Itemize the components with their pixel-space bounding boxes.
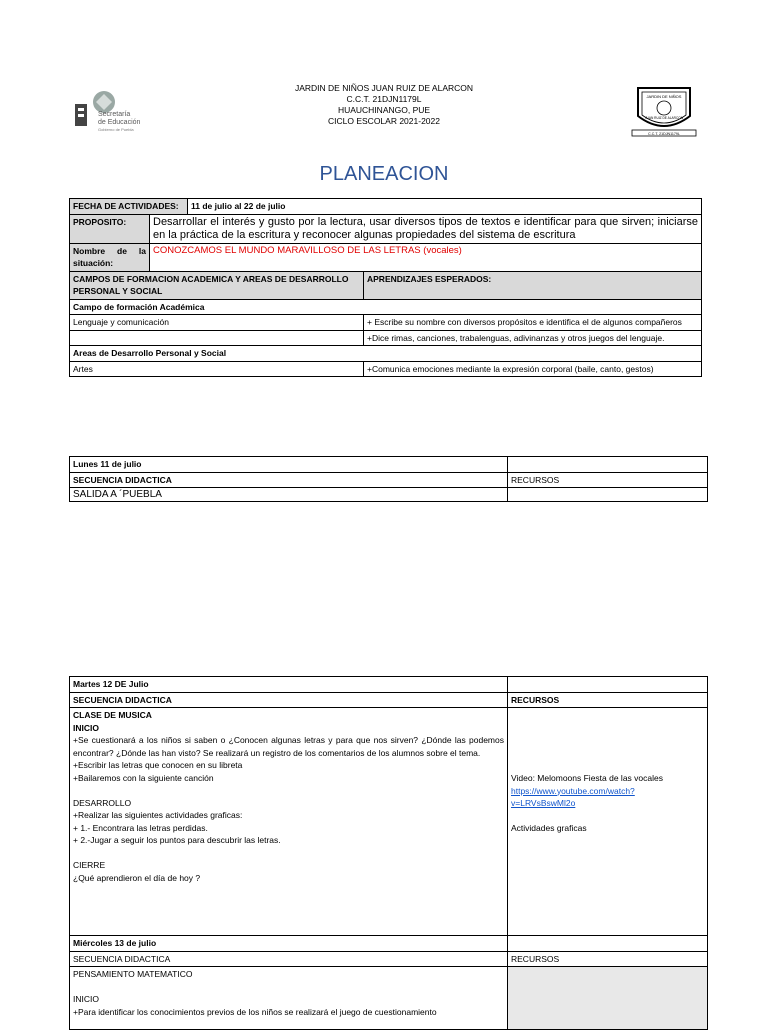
school-name: JARDIN DE NIÑOS JUAN RUIZ DE ALARCON xyxy=(294,83,474,93)
school-location: HUAUCHINANGO, PUE xyxy=(337,105,431,115)
martes-desarrollo: DESARROLLO xyxy=(73,797,132,808)
martes-video: Video: Melomoons Fiesta de las vocales xyxy=(511,773,663,783)
svg-text:JARDIN DE NIÑOS: JARDIN DE NIÑOS xyxy=(646,94,682,99)
martes-empty xyxy=(508,677,708,693)
aprendizaje-3: +Comunica emociones mediante la expresión corporal (baile, canto, gestos) xyxy=(364,361,702,377)
empty-cell xyxy=(70,330,364,346)
lunes-day: Lunes 11 de julio xyxy=(70,457,508,473)
lenguaje-cell: Lenguaje y comunicación xyxy=(70,315,364,331)
lunes-empty xyxy=(508,457,708,473)
school-cct: C.C.T. 21DJN1179L xyxy=(346,94,422,104)
martes-inicio-2: +Escribir las letras que conocen en su libreta xyxy=(73,760,243,770)
martes-recursos: RECURSOS xyxy=(508,692,708,708)
miercoles-secuencia: SECUENCIA DIDACTICA xyxy=(70,951,508,967)
martes-cierre-1: ¿Qué aprendieron el día de hoy ? xyxy=(73,872,201,883)
campos-header: CAMPOS DE FORMACION ACADEMICA Y AREAS DE DESARROLLO PERSONAL Y SOCIAL xyxy=(70,271,364,299)
svg-text:C.C.T. 21DJN1179L: C.C.T. 21DJN1179L xyxy=(648,132,680,136)
fecha-label: FECHA DE ACTIVIDADES: xyxy=(70,199,188,215)
areas-desarrollo: Areas de Desarrollo Personal y Social xyxy=(70,346,702,362)
martes-actividades: Actividades graficas xyxy=(511,823,587,833)
martes-recursos-cell xyxy=(508,708,708,936)
lunes-secuencia: SECUENCIA DIDACTICA xyxy=(70,472,508,488)
artes-cell: Artes xyxy=(70,361,364,377)
situacion-value: CONOZCAMOS EL MUNDO MARAVILLOSO DE LAS LETRAS (vocales) xyxy=(150,243,702,271)
aprendizaje-1: + Escribe su nombre con diversos propósitos e identifica el de algunos compañeros xyxy=(364,315,702,331)
campo-academico: Campo de formación Académica xyxy=(70,299,702,315)
lunes-table xyxy=(69,456,708,502)
miercoles-content xyxy=(70,967,508,1030)
svg-text:de Educación: de Educación xyxy=(98,119,141,126)
miercoles-empty xyxy=(508,936,708,952)
situacion-label: Nombre de la situación: xyxy=(70,243,150,271)
plan-table xyxy=(69,198,702,377)
miercoles-pensamiento: PENSAMIENTO MATEMATICO xyxy=(73,969,193,979)
martes-day: Martes 12 DE Julio xyxy=(70,677,508,693)
svg-text:Secretaría: Secretaría xyxy=(98,111,131,118)
svg-text:Gobierno de Puebla: Gobierno de Puebla xyxy=(98,127,134,132)
miercoles-inicio-text: +Para identificar los conocimientos previos de los niños se realizará el juego de cuestionamiento xyxy=(73,1006,437,1017)
martes-cierre: CIERRE xyxy=(73,860,106,870)
aprendizajes-header: APRENDIZAJES ESPERADOS: xyxy=(364,271,702,299)
lunes-recursos-cell xyxy=(508,488,708,502)
martes-inicio: INICIO xyxy=(73,722,99,733)
martes-clase: CLASE DE MUSICA xyxy=(73,710,152,720)
school-cycle: CICLO ESCOLAR 2021-2022 xyxy=(328,116,440,126)
fecha-value: 11 de julio al 22 de julio xyxy=(188,199,702,215)
martes-inicio-text: +Se cuestionará a los niños si saben o ¿Conocen algunas letras y para que nos sirven? ¿Dónde las podemos encontrar? ¿Dónde las han visto? Se realizará un registro de los comentarios de los alumnos sobre el tema. xyxy=(73,735,504,758)
martes-table xyxy=(69,676,708,1030)
martes-desarrollo-2: + 1.- Encontrara las letras perdidas. xyxy=(73,822,208,833)
martes-video-link-2[interactable]: v=LRVsBswMl2o xyxy=(511,798,576,808)
martes-secuencia: SECUENCIA DIDACTICA xyxy=(70,692,508,708)
school-header xyxy=(234,83,534,127)
proposito-label: PROPOSITO: xyxy=(70,214,150,243)
sep-logo xyxy=(72,84,162,136)
miercoles-day: Miércoles 13 de julio xyxy=(70,936,508,952)
martes-desarrollo-3: + 2.-Jugar a seguir los puntos para descubrir las letras. xyxy=(73,835,281,845)
martes-desarrollo-1: +Realizar las siguientes actividades graficas: xyxy=(73,810,243,820)
lunes-activity: SALIDA A ´PUEBLA xyxy=(70,488,508,502)
miercoles-recursos-cell xyxy=(508,967,708,1030)
proposito-value: Desarrollar el interés y gusto por la lectura, usar diversos tipos de textos e identificar para que sirven; iniciarse en la práctica de la escritura y reconocer algunas propiedades del sistema de escritura xyxy=(150,214,702,243)
aprendizaje-2: +Dice rimas, canciones, trabalenguas, adivinanzas y otros juegos del lenguaje. xyxy=(364,330,702,346)
lunes-recursos: RECURSOS xyxy=(508,472,708,488)
svg-text:JUAN RUIZ DE ALARCON: JUAN RUIZ DE ALARCON xyxy=(644,116,684,120)
martes-content xyxy=(70,708,508,936)
miercoles-inicio: INICIO xyxy=(73,994,99,1004)
school-seal xyxy=(628,82,700,140)
miercoles-recursos: RECURSOS xyxy=(508,951,708,967)
page-title: PLANEACION xyxy=(319,163,449,185)
martes-video-link[interactable]: https://www.youtube.com/watch? xyxy=(511,785,635,796)
martes-inicio-3: +Bailaremos con la siguiente canción xyxy=(73,772,214,783)
